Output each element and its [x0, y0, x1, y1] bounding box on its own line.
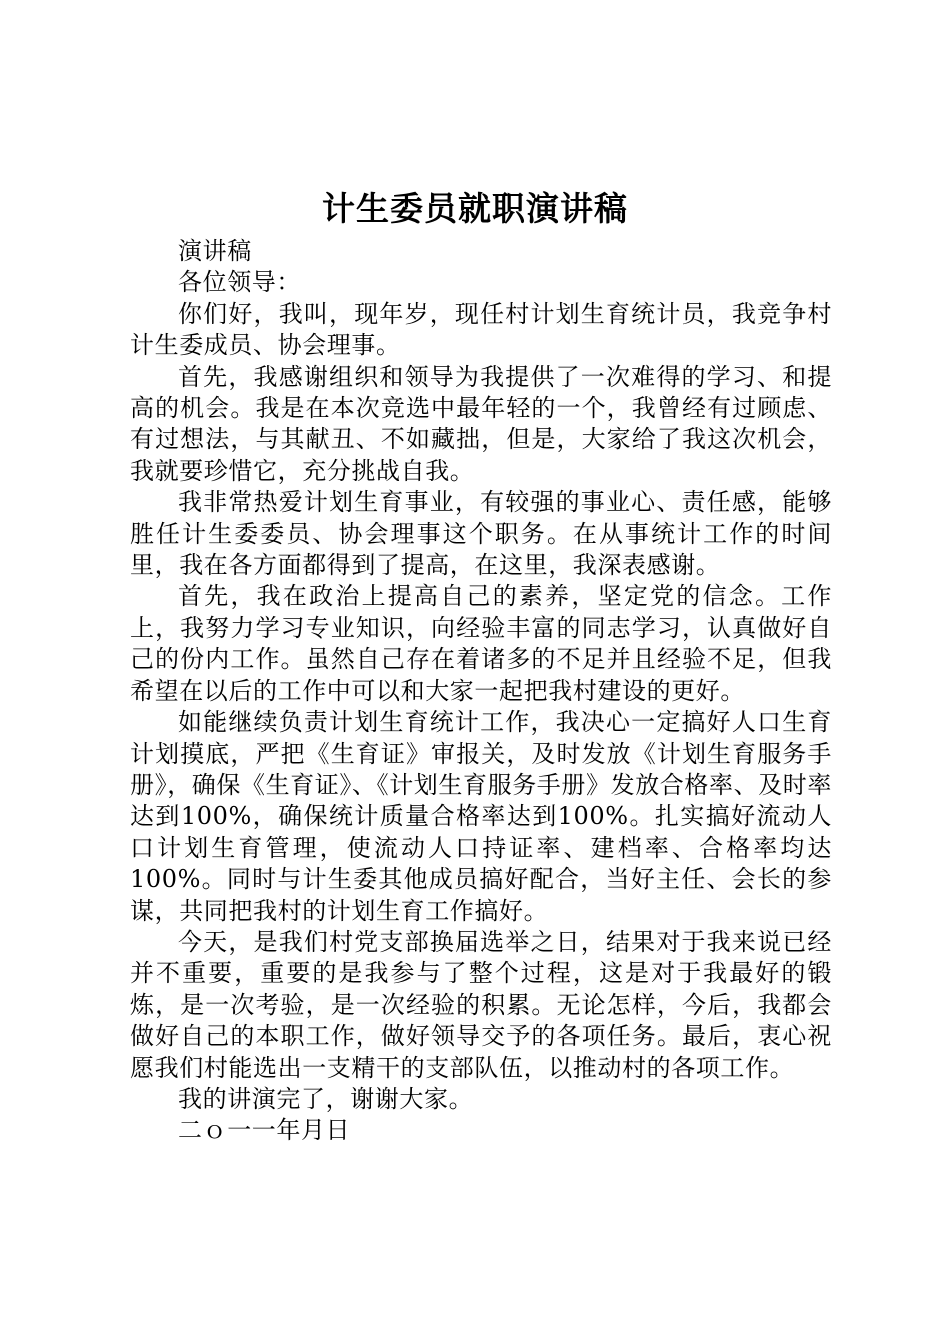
paragraph-closing: 我的讲演完了，谢谢大家。 [178, 1084, 474, 1113]
paragraph: 你们好，我叫，现年岁，现任村计划生育统计员，我竞争村计生委成员、协会理事。 [130, 299, 832, 360]
paragraph: 今天，是我们村党支部换届选举之日，结果对于我来说已经并不重要，重要的是我参与了整个过程，这是对于我最好的锻炼，是一次考验，是一次经验的积累。无论怎样，今后，我都会做好自己的本职工作，做好领导交予的各项任务。最后，衷心祝愿我们村能选出一支精干的支部队伍，以推动村的各项工作。 [130, 927, 832, 1082]
paragraph: 首先，我在政治上提高自己的素养，坚定党的信念。工作上，我努力学习专业知识，向经验丰富的同志学习，认真做好自己的份内工作。虽然自己存在着诸多的不足并且经验不足，但我希望在以后的工作中可以和大家一起把我村建设的更好。 [130, 582, 832, 705]
paragraph: 如能继续负责计划生育统计工作，我决心一定搞好人口生育计划摸底，严把《生育证》审报关，及时发放《计划生育服务手册》，确保《生育证》、《计划生育服务手册》发放合格率、及时率达到100%，确保统计质量合格率达到100%。扎实搞好流动人口计划生育管理，使流动人口持证率、建档率、合格率均达100%。同时与计生委其他成员搞好配合，当好主任、会长的参谋，共同把我村的计划生育工作搞好。 [130, 708, 832, 925]
paragraph: 我非常热爱计划生育事业，有较强的事业心、责任感，能够胜任计生委委员、协会理事这个职务。在从事统计工作的时间里，我在各方面都得到了提高，在这里，我深表感谢。 [130, 488, 832, 580]
paragraph-heading: 演讲稿 [178, 237, 252, 265]
paragraph: 首先，我感谢组织和领导为我提供了一次难得的学习、和提高的机会。我是在本次竞选中最年轻的一个，我曾经有过顾虑、有过想法，与其献丑、不如藏拙，但是，大家给了我这次机会，我就要珍惜它，充分挑战自我。 [130, 362, 832, 485]
document-body [130, 236, 832, 1147]
paragraph-salutation: 各位领导： [178, 268, 301, 297]
document-title: 计生委员就职演讲稿 [322, 189, 628, 228]
paragraph-date: 二ｏ一一年月日 [178, 1116, 351, 1145]
